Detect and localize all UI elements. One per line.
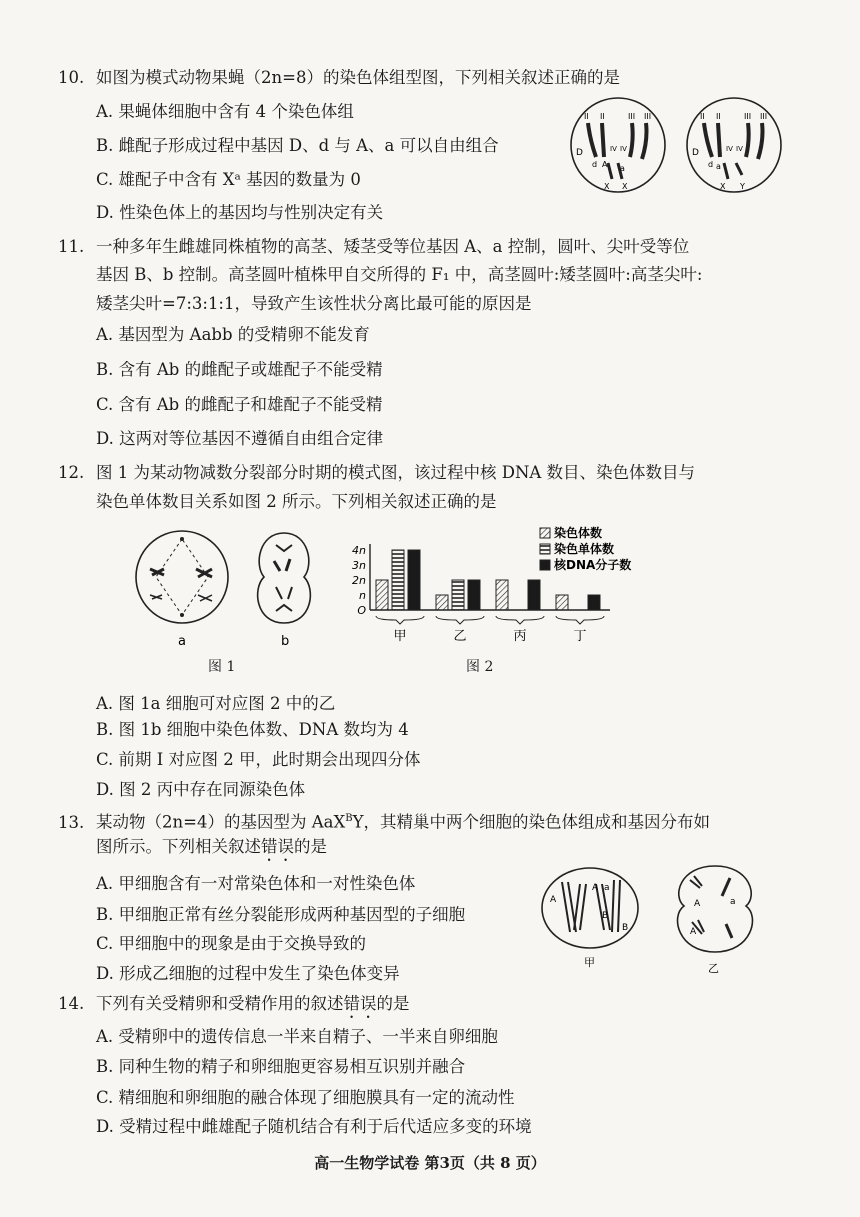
y-tick-label: O <box>357 604 366 617</box>
question-text: 图 1 为某动物减数分裂部分时期的模式图，该过程中核 DNA 数目、染色体数目与 <box>96 463 696 482</box>
category-brace <box>556 616 604 624</box>
question-text: 图所示。下列相关叙述 <box>96 837 261 856</box>
y-tick-label: 4n <box>352 544 366 557</box>
y-tick-label: 3n <box>352 559 366 572</box>
q11-option-b[interactable]: B. 含有 Ab 的雌配子或雄配子不能受精 <box>96 360 383 379</box>
q10-option-b[interactable]: B. 雌配子形成过程中基因 D、d 与 A、a 可以自由组合 <box>96 136 499 155</box>
svg-text:B: B <box>602 911 609 921</box>
karyotype-male <box>687 98 781 192</box>
question-13-line-2 <box>96 834 327 865</box>
karyotype-female <box>571 98 665 192</box>
svg-text:IV: IV <box>620 145 627 153</box>
figure-1-meiosis-cells <box>134 525 334 655</box>
q11-option-c[interactable]: C. 含有 Ab 的雌配子和雄配子不能受精 <box>96 395 383 414</box>
bar-hatch <box>436 595 448 610</box>
question-number: 14. <box>58 994 85 1013</box>
q14-option-b[interactable]: B. 同种生物的精子和卵细胞更容易相互识别并融合 <box>96 1057 466 1076</box>
legend-label: 染色体数 <box>554 526 603 540</box>
emphasis-word: 错误 <box>343 994 377 1013</box>
figure-13-label-jia: 甲 <box>584 956 595 969</box>
question-text: 下列有关受精卵和受精作用的叙述 <box>96 994 344 1013</box>
question-text-end: 的是 <box>376 994 410 1013</box>
svg-text:d: d <box>708 160 714 169</box>
svg-text:A: A <box>690 927 697 937</box>
x-category-label: 甲 <box>393 629 407 644</box>
x-category-label: 乙 <box>453 629 467 644</box>
svg-text:Y: Y <box>740 182 745 191</box>
emphasis-word: 错误 <box>261 837 294 856</box>
svg-text:X: X <box>720 182 726 191</box>
q12-option-c[interactable]: C. 前期 I 对应图 2 甲，此时期会出现四分体 <box>96 750 421 769</box>
svg-text:III: III <box>744 112 752 121</box>
q13-option-a[interactable]: A. 甲细胞含有一对常染色体和一对性染色体 <box>96 874 416 893</box>
y-tick-label: n <box>359 589 366 602</box>
x-category-label: 丙 <box>513 629 527 644</box>
question-number: 10. <box>58 68 85 87</box>
svg-text:II: II <box>700 112 705 121</box>
q14-option-c[interactable]: C. 精细胞和卵细胞的融合体现了细胞膜具有一定的流动性 <box>96 1088 515 1107</box>
figure-2-caption: 图 2 <box>466 659 494 675</box>
svg-text:IV: IV <box>736 145 743 153</box>
legend-swatch <box>540 560 550 570</box>
q10-option-c[interactable]: C. 雄配子中含有 Xᵃ 基因的数量为 0 <box>96 170 361 189</box>
category-brace <box>376 616 424 624</box>
q12-option-a[interactable]: A. 图 1a 细胞可对应图 2 中的乙 <box>96 694 336 713</box>
cell-yi <box>678 866 753 952</box>
svg-text:A: A <box>550 895 557 905</box>
question-number: 11. <box>58 237 85 256</box>
svg-text:X: X <box>604 182 610 191</box>
legend-swatch <box>540 528 550 538</box>
question-text: 一种多年生雌雄同株植物的高茎、矮茎受等位基因 A、a 控制，圆叶、尖叶受等位 <box>96 237 690 256</box>
figure-1-label-b: b <box>281 634 290 649</box>
cell-a <box>136 531 228 623</box>
svg-text:X: X <box>622 182 628 191</box>
category-brace <box>496 616 544 624</box>
svg-text:a: a <box>604 883 610 893</box>
figure-1-caption: 图 1 <box>208 659 236 675</box>
bar-hatch <box>556 595 568 610</box>
page-footer: 高一生物学试卷 第3页（共 8 页） <box>314 1154 546 1172</box>
question-12-line-1 <box>58 460 695 485</box>
legend-swatch <box>540 544 550 554</box>
q12-option-d[interactable]: D. 图 2 丙中存在同源染色体 <box>96 780 306 799</box>
superscript-b: B <box>345 813 353 824</box>
svg-text:a: a <box>730 897 736 907</box>
cell-b <box>258 533 311 623</box>
question-11-line-1 <box>58 234 689 259</box>
svg-text:A: A <box>694 899 701 909</box>
bar-striped <box>392 550 404 610</box>
q14-option-a[interactable]: A. 受精卵中的遗传信息一半来自精子、一半来自卵细胞 <box>96 1027 498 1046</box>
bar-solid <box>468 580 480 610</box>
svg-text:II: II <box>600 112 605 121</box>
svg-text:IV: IV <box>726 145 733 153</box>
bar-solid <box>528 580 540 610</box>
bar-hatch <box>376 580 388 610</box>
svg-text:III: III <box>760 112 768 121</box>
question-10-stem <box>58 65 620 90</box>
q14-option-d[interactable]: D. 受精过程中雌雄配子随机结合有利于后代适应多变的环境 <box>96 1117 532 1136</box>
question-number: 13. <box>58 812 85 832</box>
svg-text:A: A <box>592 883 599 893</box>
question-14-stem <box>58 991 410 1022</box>
question-text: 如图为模式动物果蝇（2n=8）的染色体组型图，下列相关叙述正确的是 <box>96 68 620 87</box>
q12-option-b[interactable]: B. 图 1b 细胞中染色体数、DNA 数均为 4 <box>96 720 409 739</box>
x-category-label: 丁 <box>573 629 587 644</box>
q13-option-c[interactable]: C. 甲细胞中的现象是由于交换导致的 <box>96 934 367 953</box>
bar-striped <box>452 580 464 610</box>
figure-2-bar-chart <box>340 520 680 650</box>
svg-text:D: D <box>576 148 583 158</box>
bar-solid <box>588 595 600 610</box>
cell-jia <box>542 868 638 948</box>
svg-text:a: a <box>620 164 625 173</box>
svg-text:d: d <box>592 160 598 169</box>
q13-option-b[interactable]: B. 甲细胞正常有丝分裂能形成两种基因型的子细胞 <box>96 905 466 924</box>
q10-option-a[interactable]: A. 果蝇体细胞中含有 4 个染色体组 <box>96 102 354 121</box>
bar-solid <box>408 550 420 610</box>
svg-text:II: II <box>584 112 589 121</box>
question-13-line-1 <box>58 806 710 835</box>
svg-text:II: II <box>716 112 721 121</box>
category-brace <box>436 616 484 624</box>
svg-text:III: III <box>628 112 636 121</box>
svg-text:D: D <box>692 148 699 158</box>
svg-text:A: A <box>602 160 608 169</box>
question-11-line-3: 矮茎尖叶=7:3:1:1，导致产生该性状分离比最可能的原因是 <box>96 294 532 313</box>
legend-label: 核DNA分子数 <box>554 558 632 572</box>
legend-label: 染色单体数 <box>554 542 615 556</box>
question-11-line-2: 基因 B、b 控制。高茎圆叶植株甲自交所得的 F₁ 中，高茎圆叶:矮茎圆叶:高茎尖叶: <box>96 265 703 284</box>
figure-13-label-yi: 乙 <box>708 962 719 975</box>
fruitfly-karyotype-figure <box>566 95 792 195</box>
figure-13-cells <box>540 860 780 980</box>
svg-text:B: B <box>622 923 629 933</box>
figure-1-label-a: a <box>178 634 186 649</box>
svg-text:III: III <box>644 112 652 121</box>
question-text-cont: Y，其精巢中两个细胞的染色体组成和基因分布如 <box>352 812 710 832</box>
q10-option-d[interactable]: D. 性染色体上的基因均与性别决定有关 <box>96 203 384 222</box>
question-number: 12. <box>58 463 85 482</box>
y-tick-label: 2n <box>352 574 366 587</box>
q11-option-d[interactable]: D. 这两对等位基因不遵循自由组合定律 <box>96 429 384 448</box>
bar-hatch <box>496 580 508 610</box>
question-text-end: 的是 <box>294 837 327 856</box>
svg-text:a: a <box>716 162 721 171</box>
q11-option-a[interactable]: A. 基因型为 Aabb 的受精卵不能发育 <box>96 325 370 344</box>
question-12-line-2: 染色单体数目关系如图 2 所示。下列相关叙述正确的是 <box>96 492 497 511</box>
q13-option-d[interactable]: D. 形成乙细胞的过程中发生了染色体变异 <box>96 964 400 983</box>
svg-text:IV: IV <box>610 145 617 153</box>
question-text: 某动物（2n=4）的基因型为 AaX <box>96 812 346 832</box>
